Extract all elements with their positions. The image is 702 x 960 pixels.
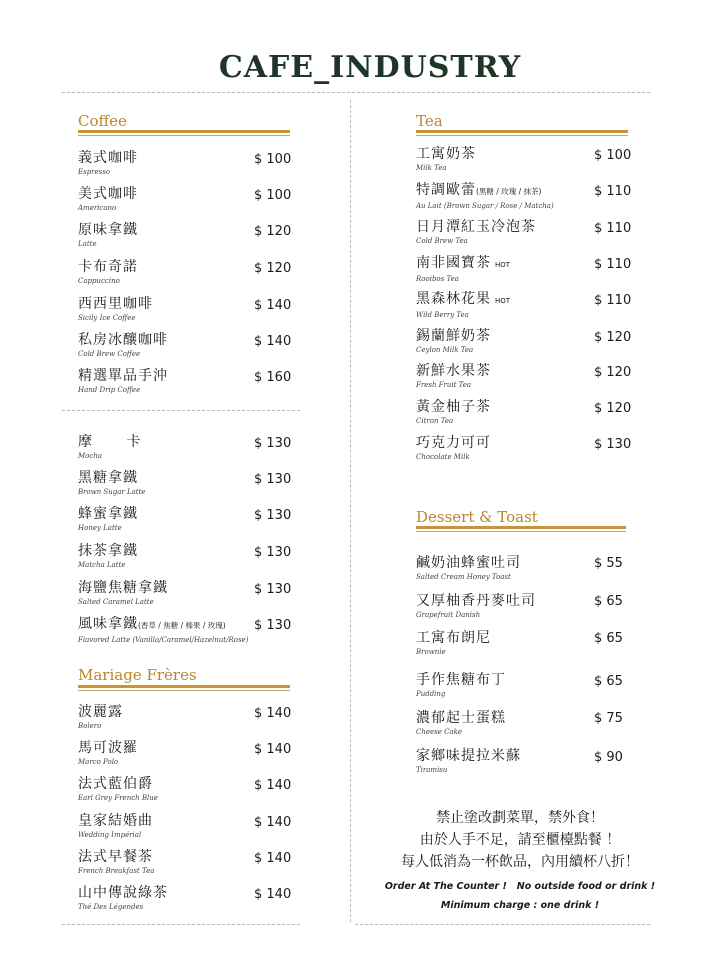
tea-title-rule (416, 130, 628, 133)
item-price: $ 110 (594, 257, 632, 272)
tea-section-title: Tea (416, 112, 443, 130)
item-price: $ 90 (594, 750, 623, 765)
menu-item: 蜂蜜拿鐵 Honey Latte (78, 506, 138, 532)
item-price: $ 130 (254, 618, 292, 633)
menu-item: 海鹽焦糖拿鐵 Salted Caramel Latte (78, 580, 168, 606)
mariage-title-rule (78, 685, 290, 688)
menu-item: 特調歐蕾(黑糖 / 玫瑰 / 抹茶) Au Lait (Brown Sugar / Rose / Matcha) (416, 182, 554, 210)
menu-item: 南非國寶茶 HOT Rooibos Tea (416, 255, 511, 283)
item-price: $ 130 (254, 582, 292, 597)
item-price: $ 130 (254, 545, 292, 560)
top-divider (62, 92, 650, 93)
notice-english: Minimum charge : one drink ! (440, 900, 600, 911)
menu-item: 黑森林花果 HOT Wild Berry Tea (416, 291, 511, 319)
item-price: $ 65 (594, 674, 623, 689)
item-price: $ 100 (254, 152, 292, 167)
tea-title-rule-thin (416, 135, 628, 136)
bottom-divider-right (355, 924, 650, 925)
item-price: $ 140 (254, 298, 292, 313)
menu-item: 錫蘭鮮奶茶 Ceylon Milk Tea (416, 328, 491, 354)
item-price: $ 130 (254, 472, 292, 487)
menu-item: 法式早餐茶 French Breakfast Tea (78, 849, 155, 875)
menu-item: 工寓奶茶 Milk Tea (416, 146, 476, 172)
coffee-divider (62, 410, 300, 411)
menu-item: 卡布奇諾 Cappuccino (78, 259, 138, 285)
item-price: $ 65 (594, 594, 623, 609)
menu-item: 義式咖啡 Espresso (78, 150, 138, 176)
item-price: $ 140 (254, 778, 292, 793)
item-price: $ 120 (254, 224, 292, 239)
item-price: $ 130 (254, 436, 292, 451)
item-price: $ 65 (594, 631, 623, 646)
item-price: $ 120 (254, 261, 292, 276)
menu-item: 山中傳說綠茶 Thé Des Légendes (78, 885, 168, 911)
menu-item: 美式咖啡 Americano (78, 186, 138, 212)
item-price: $ 130 (254, 508, 292, 523)
menu-item: 法式藍伯爵 Earl Grey French Blue (78, 776, 158, 802)
menu-item: 馬可波羅 Marco Polo (78, 740, 138, 766)
mariage-title-rule-thin (78, 690, 290, 691)
menu-item: 風味拿鐵(香草 / 焦糖 / 榛果 / 玫瑰) Flavored Latte (Vanilla/Caramel/Hazelnut/Rose) (78, 616, 249, 644)
coffee-section-title: Coffee (78, 112, 127, 130)
menu-item: 抹茶拿鐵 Matcha Latte (78, 543, 138, 569)
menu-item: 日月潭紅玉冷泡茶 Cold Brew Tea (416, 219, 536, 245)
item-price: $ 140 (254, 742, 292, 757)
menu-title: CAFE_INDUSTRY (218, 50, 522, 85)
coffee-title-rule (78, 130, 290, 133)
menu-item: 家鄉味提拉米蘇 Tiramisu (416, 748, 521, 774)
item-price: $ 140 (254, 851, 292, 866)
menu-item: 新鮮水果茶 Fresh Fruit Tea (416, 363, 491, 389)
item-price: $ 140 (254, 334, 292, 349)
menu-item: 濃郁起士蛋糕 Cheese Cake (416, 710, 506, 736)
menu-item: 手作焦糖布丁 Pudding (416, 672, 506, 698)
item-price: $ 130 (594, 437, 632, 452)
menu-item: 又厚柚香丹麥吐司 Grapefruit Danish (416, 593, 536, 619)
item-price: $ 100 (254, 188, 292, 203)
notice-english: Order At The Counter ! No outside food or drink ! (384, 881, 656, 892)
menu-item: 精選單品手沖 Hand Drip Coffee (78, 368, 168, 394)
item-price: $ 120 (594, 365, 632, 380)
menu-item: 西西里咖啡 Sicily Ice Coffee (78, 296, 153, 322)
item-price: $ 160 (254, 370, 292, 385)
item-price: $ 140 (254, 815, 292, 830)
item-price: $ 75 (594, 711, 623, 726)
dessert-title-rule-thin (416, 531, 626, 532)
mariage-section-title: Mariage Frères (78, 666, 197, 684)
item-price: $ 110 (594, 221, 632, 236)
menu-item: 黃金柚子茶 Citron Tea (416, 399, 491, 425)
menu-item: 摩 卡 Mocha (78, 434, 142, 460)
menu-item: 原味拿鐵 Latte (78, 222, 138, 248)
item-price: $ 120 (594, 401, 632, 416)
notice-line: 禁止塗改劃菜單，禁外食！ (436, 810, 604, 826)
column-divider (350, 100, 351, 922)
notice-line: 每人低消為一杯飲品，內用續杯八折！ (401, 854, 639, 870)
item-price: $ 140 (254, 887, 292, 902)
menu-item: 私房冰釀咖啡 Cold Brew Coffee (78, 332, 168, 358)
bottom-divider-left (62, 924, 300, 925)
item-price: $ 110 (594, 293, 632, 308)
notice-line: 由於人手不足，請至櫃檯點餐 ！ (419, 832, 621, 848)
item-price: $ 120 (594, 330, 632, 345)
item-price: $ 55 (594, 556, 623, 571)
menu-item: 波麗露 Bolero (78, 704, 123, 730)
menu-item: 工寓布朗尼 Brownie (416, 630, 491, 656)
item-price: $ 140 (254, 706, 292, 721)
menu-item: 黑糖拿鐵 Brown Sugar Latte (78, 470, 146, 496)
dessert-title-rule (416, 526, 626, 529)
item-price: $ 110 (594, 184, 632, 199)
item-price: $ 100 (594, 148, 632, 163)
dessert-section-title: Dessert & Toast (416, 508, 538, 526)
menu-item: 巧克力可可 Chocolate Milk (416, 435, 491, 461)
menu-item: 皇家結婚曲 Wedding Impérial (78, 813, 153, 839)
menu-item: 鹹奶油蜂蜜吐司 Salted Cream Honey Toast (416, 555, 521, 581)
coffee-title-rule-thin (78, 135, 290, 136)
